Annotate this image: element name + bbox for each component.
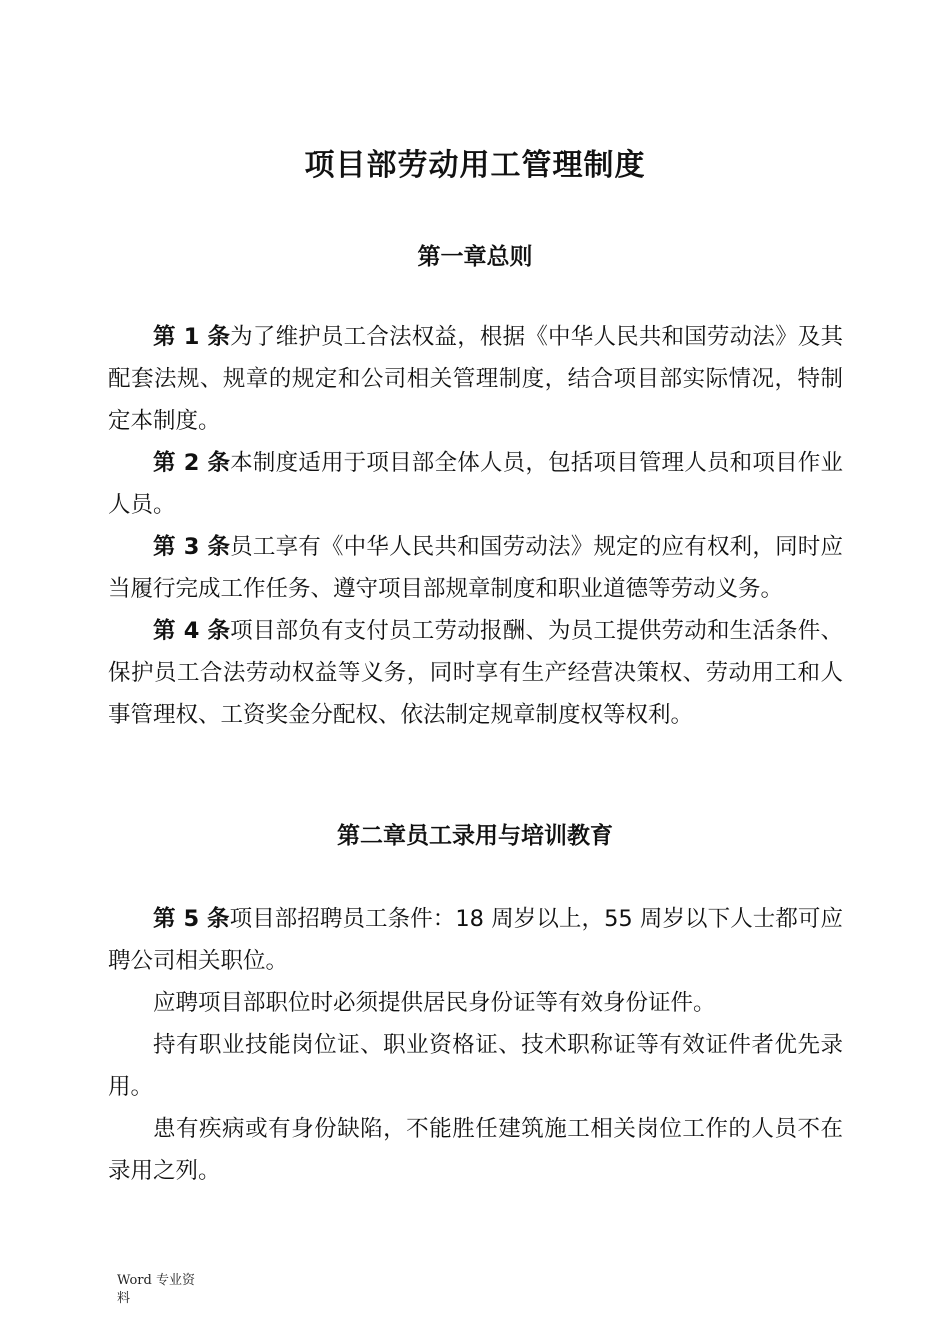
article-4 — [108, 610, 843, 736]
article-text: 员工享有《中华人民共和国劳动法》规定的应有权利，同时应当履行完成工作任务、遵守项目部规章制度和职业道德等劳动义务。 — [108, 534, 843, 602]
article-number: 第 3 条 — [153, 534, 231, 560]
paragraph: 应聘项目部职位时必须提供居民身份证等有效身份证件。 — [153, 990, 716, 1016]
chapter-1-body — [108, 316, 843, 736]
article-text: 项目部招聘员工条件：18 周岁以上，55 周岁以下人士都可应聘公司相关职位。 — [108, 906, 843, 974]
paragraph: 患有疾病或有身份缺陷，不能胜任建筑施工相关岗位工作的人员不在录用之列。 — [108, 1116, 843, 1184]
article-1 — [108, 316, 843, 442]
article-number: 第 4 条 — [153, 618, 231, 644]
article-number: 第 5 条 — [153, 906, 230, 932]
article-number: 第 1 条 — [153, 324, 231, 350]
article-text: 为了维护员工合法权益，根据《中华人民共和国劳动法》及其配套法规、规章的规定和公司相关管理制度，结合项目部实际情况，特制定本制度。 — [108, 324, 843, 434]
article-3 — [108, 526, 843, 610]
document-title: 项目部劳动用工管理制度 — [304, 148, 646, 183]
chapter-1-title: 第一章总则 — [417, 244, 533, 270]
paragraph: 持有职业技能岗位证、职业资格证、技术职称证等有效证件者优先录用。 — [108, 1032, 843, 1100]
article-text: 项目部负有支付员工劳动报酬、为员工提供劳动和生活条件、保护员工合法劳动权益等义务，同时享有生产经营决策权、劳动用工和人事管理权、工资奖金分配权、依法制定规章制度权等权利。 — [108, 618, 843, 728]
chapter-2-body — [108, 898, 843, 1192]
page-footer: Word 专业资料 — [117, 1273, 195, 1306]
article-5 — [108, 898, 843, 982]
chapter-2-title: 第二章员工录用与培训教育 — [337, 823, 613, 849]
article-text: 本制度适用于项目部全体人员，包括项目管理人员和项目作业人员。 — [108, 450, 843, 518]
article-2 — [108, 442, 843, 526]
article-number: 第 2 条 — [153, 450, 231, 476]
